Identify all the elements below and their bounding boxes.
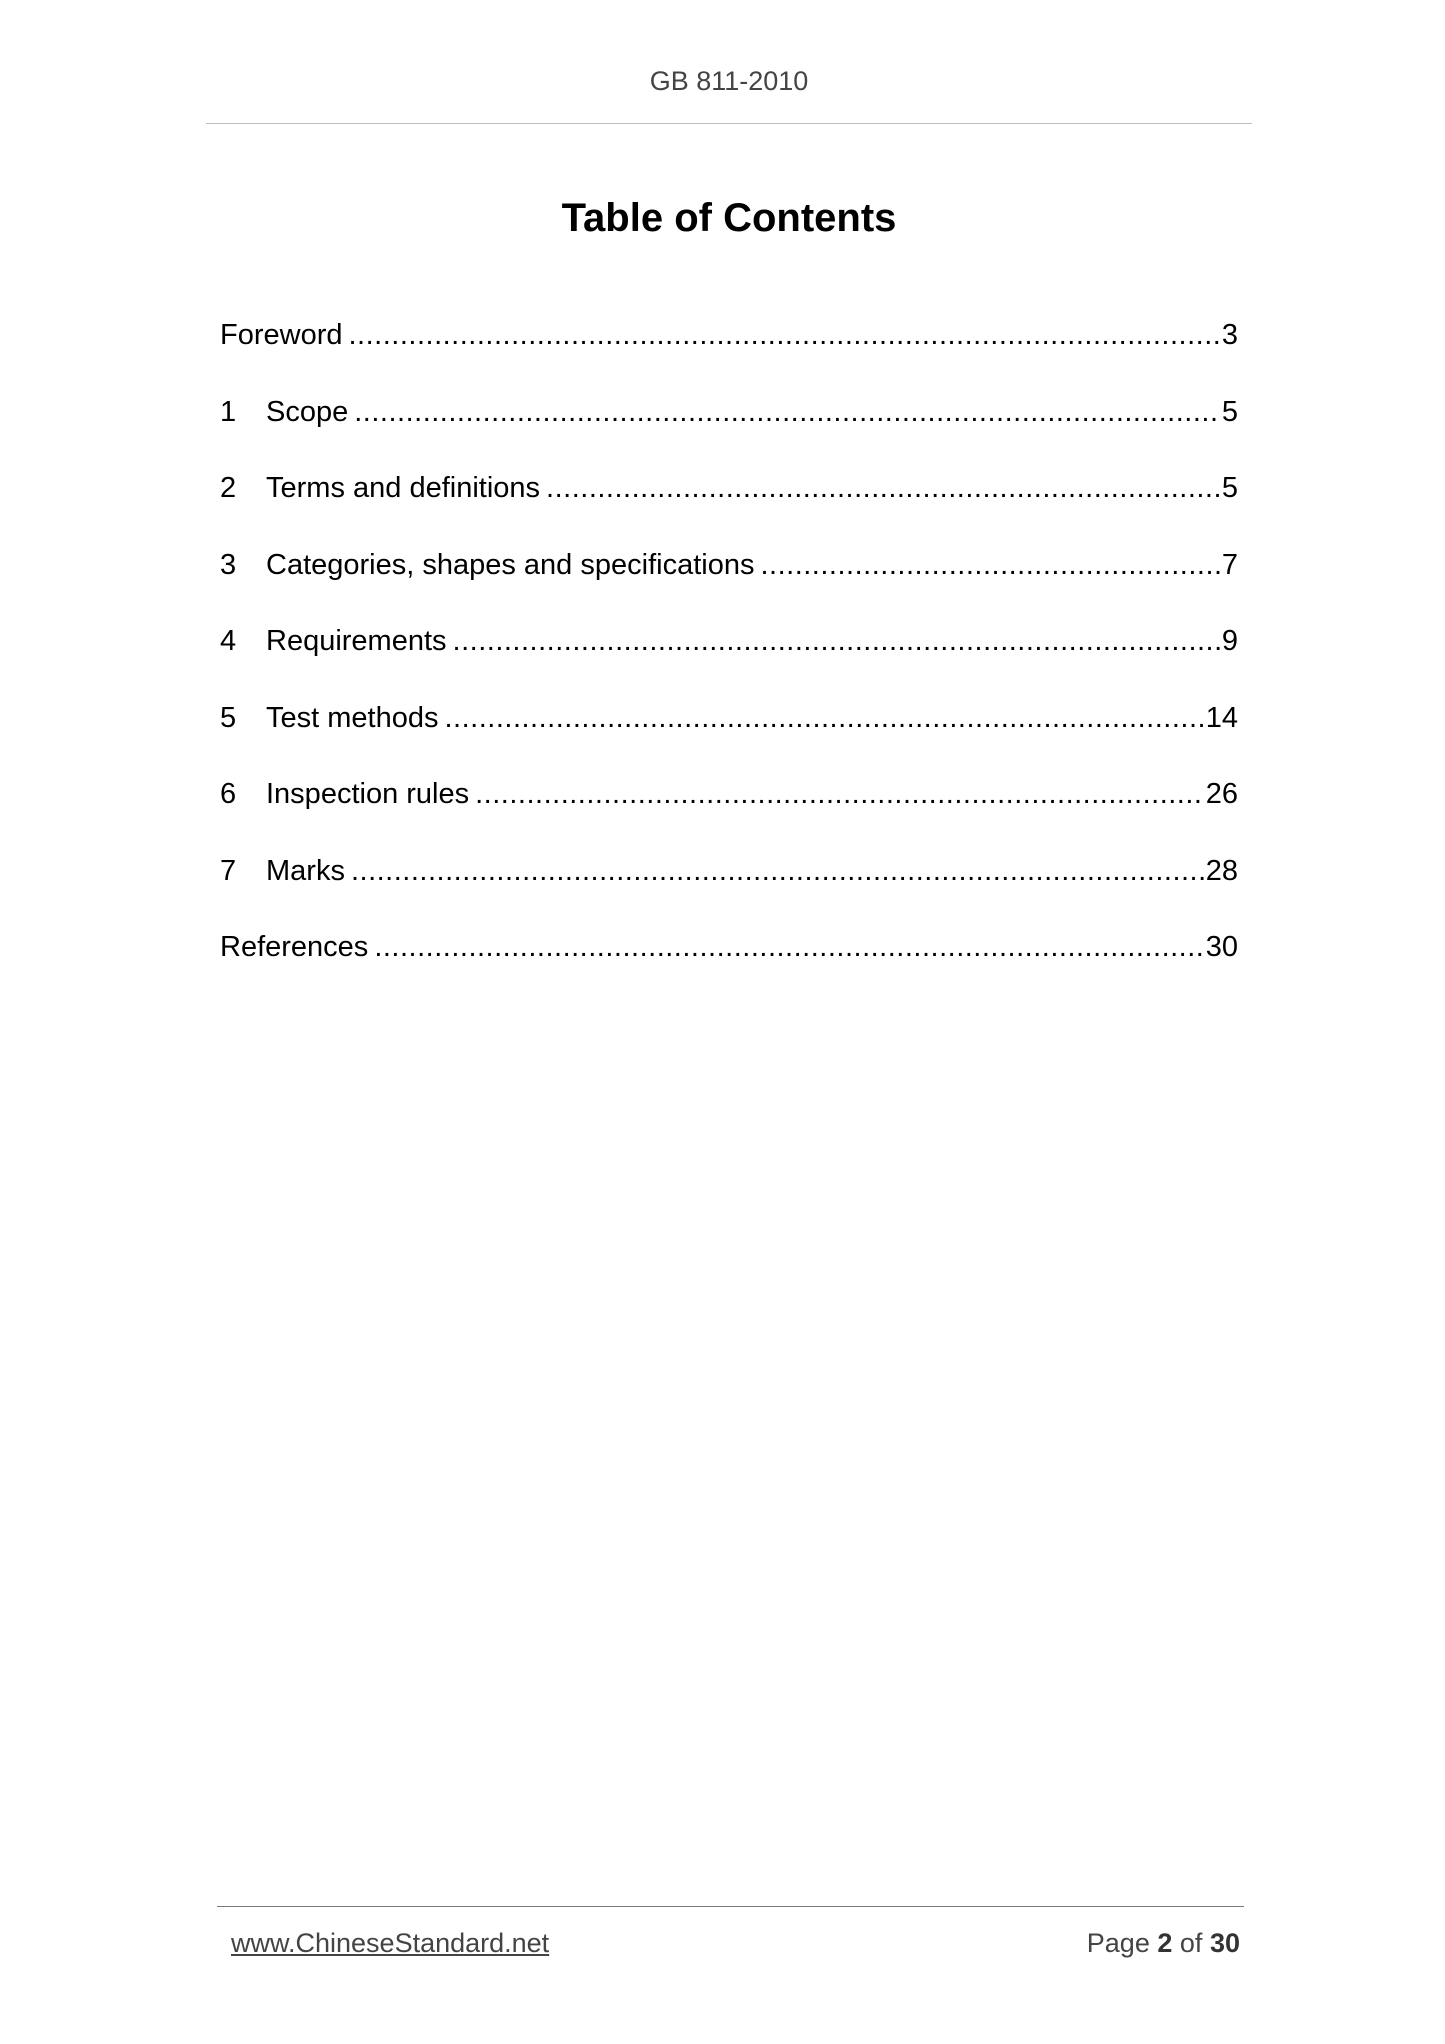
toc-leader-dots xyxy=(546,463,1220,513)
toc-entry-number: 6 xyxy=(220,778,237,810)
toc-entry-page: 5 xyxy=(1221,472,1238,504)
toc-entry-test-methods[interactable] xyxy=(220,693,1238,770)
toc-entry-page: 5 xyxy=(1221,395,1238,428)
toc-leader-dots xyxy=(374,922,1203,972)
toc-entry-page: 28 xyxy=(1205,854,1238,887)
toc-entry-references[interactable] xyxy=(220,922,1238,999)
toc-entry-page: 30 xyxy=(1205,931,1238,963)
toc-entry-number: 1 xyxy=(220,395,237,428)
toc-entry-label: References xyxy=(220,931,369,963)
table-of-contents xyxy=(220,310,1238,999)
toc-leader-dots xyxy=(453,616,1220,666)
toc-entry-page: 7 xyxy=(1221,548,1238,581)
footer-page-current: 2 xyxy=(1157,1928,1173,1958)
toc-entry-label: Inspection rules xyxy=(266,778,470,810)
toc-leader-dots xyxy=(760,540,1219,590)
footer-page-of: of xyxy=(1179,1928,1203,1958)
toc-entry-categories[interactable] xyxy=(220,540,1238,617)
toc-entry-page: 14 xyxy=(1205,701,1238,734)
toc-entry-label: Marks xyxy=(266,854,345,887)
toc-entry-number: 3 xyxy=(220,548,237,581)
toc-entry-terms[interactable] xyxy=(220,463,1238,540)
page-header-doc-id: GB 811-2010 xyxy=(649,66,809,96)
toc-entry-label: Categories, shapes and specifications xyxy=(266,548,755,581)
footer-site-link[interactable]: www.ChineseStandard.net xyxy=(231,1928,550,1958)
toc-entry-inspection-rules[interactable] xyxy=(220,769,1238,846)
footer-divider xyxy=(217,1906,1244,1907)
toc-entry-scope[interactable] xyxy=(220,387,1238,464)
toc-entry-number: 7 xyxy=(220,854,237,887)
toc-entry-page: 9 xyxy=(1221,625,1238,657)
toc-leader-dots xyxy=(475,769,1204,819)
toc-entry-label: Scope xyxy=(266,395,349,428)
toc-leader-dots xyxy=(349,310,1220,360)
footer-page-word: Page xyxy=(1086,1928,1150,1958)
header-divider xyxy=(206,123,1252,124)
toc-leader-dots xyxy=(354,387,1220,437)
toc-entry-foreword[interactable] xyxy=(220,310,1238,387)
toc-entry-number: 5 xyxy=(220,701,237,734)
toc-leader-dots xyxy=(351,846,1204,896)
toc-entry-requirements[interactable] xyxy=(220,616,1238,693)
toc-entry-number: 4 xyxy=(220,625,237,657)
toc-entry-label: Test methods xyxy=(266,701,439,734)
page-title: Table of Contents xyxy=(561,196,897,240)
toc-entry-label: Foreword xyxy=(220,319,343,351)
toc-entry-number: 2 xyxy=(220,472,237,504)
toc-entry-marks[interactable] xyxy=(220,846,1238,923)
toc-entry-label: Requirements xyxy=(266,625,447,657)
footer-page-indicator xyxy=(1087,1928,1240,1959)
toc-leader-dots xyxy=(444,693,1203,743)
toc-entry-label: Terms and definitions xyxy=(266,472,541,504)
toc-entry-page: 3 xyxy=(1221,319,1238,351)
footer-page-total: 30 xyxy=(1209,1928,1240,1958)
toc-entry-page: 26 xyxy=(1205,778,1238,810)
